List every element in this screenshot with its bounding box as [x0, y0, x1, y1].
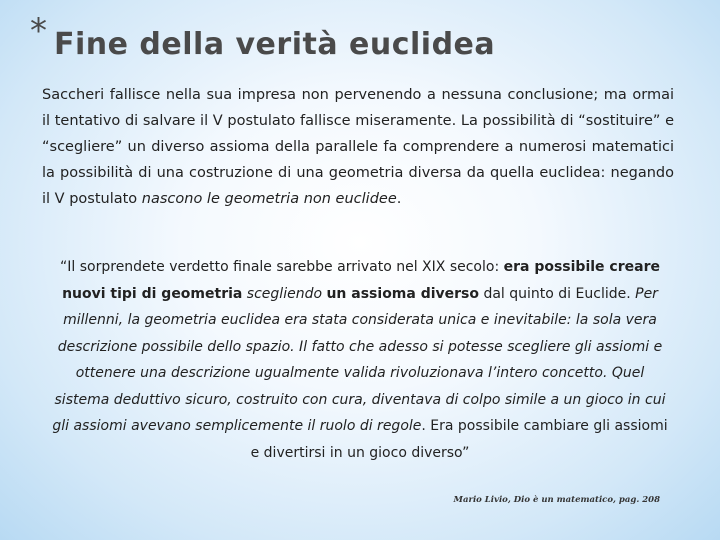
quote-italic-2: Per millenni, la geometria euclidea era stata considerata unica e inevitabile: la sola vera descrizione possibile dello spazio. Il fatto che adesso si potesse scegliere gli assiomi e ottenere una descrizione ugualmente valida rivoluzionava l’intero concetto. Quel sistema deduttivo sicuro, costruito con cura, diventava di colpo simile a un gioco in cui gli assiomi avevano semplicemente il ruolo di regole — [52, 285, 666, 434]
citation: Mario Livio, Dio è un matematico, pag. 208 — [453, 495, 660, 505]
quote-block — [50, 254, 670, 466]
intro-text: Saccheri fallisce nella sua impresa non pervenendo a nessuna conclusione; ma ormai il tentativo di salvare il V postulato fallisce miseramente. La possibilità di “sostituire” e “scegliere” un diverso assioma della parallele fa comprendere a numerosi matematici la possibilità di una costruzione di una geometria diversa da quella euclidea: negando il V postulato — [42, 87, 674, 207]
quote-bold-2: un assioma diverso — [326, 285, 480, 302]
quote-part-1: “Il sorprendete verdetto finale sarebbe arrivato nel XIX secolo: — [60, 259, 504, 275]
slide-title: Fine della verità euclidea — [54, 27, 496, 62]
quote-part-2: dal quinto di Euclide. — [479, 285, 636, 302]
intro-emphasis: nascono le geometria non euclidee — [141, 191, 397, 207]
quote-part-3: . Era possibile cambiare gli assiomi e divertirsi in un gioco diverso” — [250, 418, 668, 461]
quote-bold-1: era possibile creare nuovi tipi di geometria — [62, 259, 660, 302]
asterisk-bullet-icon: * — [30, 11, 47, 51]
intro-end: . — [396, 191, 402, 207]
intro-paragraph — [42, 82, 674, 212]
quote-italic-1: scegliendo — [242, 285, 327, 302]
